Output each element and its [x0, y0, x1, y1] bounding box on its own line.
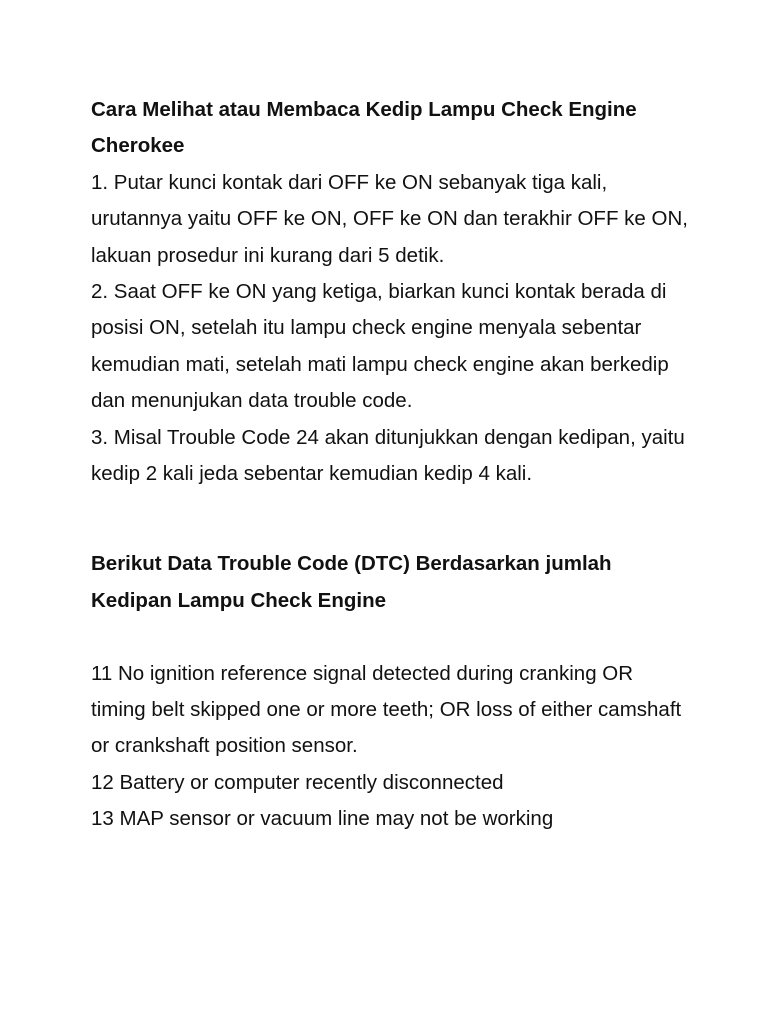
step-3: 3. Misal Trouble Code 24 akan ditunjukkan dengan kedipan, yaitu kedip 2 kali jeda sebentar kemudian kedip 4 kali.	[91, 425, 685, 486]
section-title-blink-reading: Cara Melihat atau Membaca Kedip Lampu Check Engine Cherokee	[91, 98, 637, 158]
paragraph-spacer	[91, 492, 691, 546]
document-body	[91, 92, 691, 838]
paragraph-spacer	[91, 619, 691, 655]
step-2: 2. Saat OFF ke ON yang ketiga, biarkan kunci kontak berada di posisi ON, setelah itu lampu check engine menyala sebentar kemudian mati, setelah mati lampu check engine akan berkedip dan menunjukan data trouble code.	[91, 280, 669, 413]
dtc-code-12: 12 Battery or computer recently disconnected	[91, 770, 504, 794]
dtc-code-13: 13 MAP sensor or vacuum line may not be working	[91, 807, 554, 831]
dtc-code-11: 11 No ignition reference signal detected during cranking OR timing belt skipped one or more teeth; OR loss of either camshaft or crankshaft position sensor.	[91, 661, 682, 758]
section-title-dtc-list: Berikut Data Trouble Code (DTC) Berdasarkan jumlah Kedipan Lampu Check Engine	[91, 552, 612, 612]
step-1: 1. Putar kunci kontak dari OFF ke ON sebanyak tiga kali, urutannya yaitu OFF ke ON, OFF ke ON dan terakhir OFF ke ON, lakuan prosedur ini kurang dari 5 detik.	[91, 170, 688, 267]
